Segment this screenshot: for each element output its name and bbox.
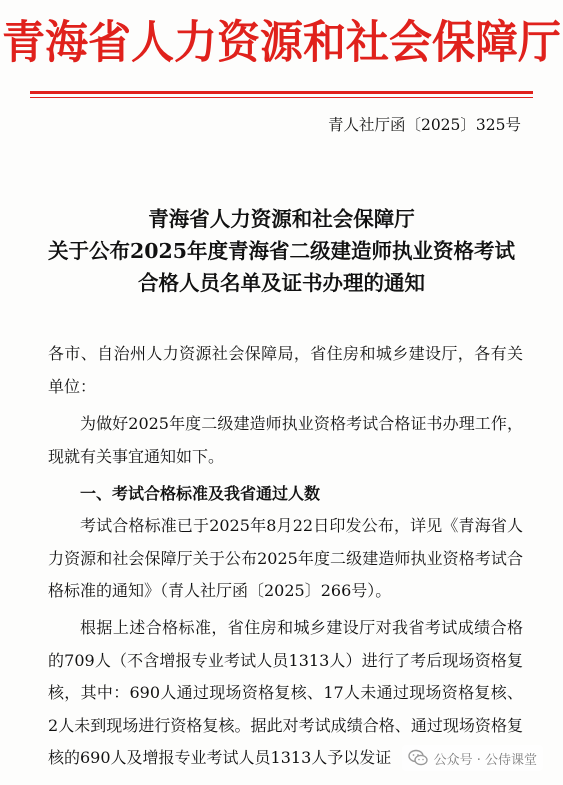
intro-paragraph: 为做好2025年度二级建造师执业资格考试合格证书办理工作，现就有关事宜通知如下。 — [48, 414, 523, 466]
notice-title-line-3: 合格人员名单及证书办理的通知 — [138, 271, 425, 295]
letterhead-title: 青海省人力资源和社会保障厅 — [2, 16, 561, 70]
notice-title-line-2: 关于公布2025年度青海省二级建造师执业资格考试 — [47, 239, 516, 263]
review-paragraph: 根据上述合格标准，省住房和城乡建设厅对我省考试成绩合格的709人（不含增报专业考试人员1313人）进行了考后现场资格复核，其中：690人通过现场资格复核、17人未通过现场资格复核、2人未到现场进行资格复核。据此对考试成绩合格、通过现场资格复核的690人及增报专业考试人员1313人予以发证 — [48, 618, 523, 767]
wechat-icon — [408, 749, 428, 767]
addressee-paragraph: 各市、自治州人力资源社会保障局，省住房和城乡建设厅，各有关单位： — [48, 344, 523, 396]
notice-title-line-1: 青海省人力资源和社会保障厅 — [148, 207, 415, 231]
wechat-watermark — [402, 745, 543, 771]
letterhead-red-rule-thick — [30, 91, 533, 94]
watermark-text: 公众号 · 公侍课堂 — [433, 752, 537, 768]
document-number: 青人社厅函〔2025〕325号 — [327, 116, 521, 134]
section-1-heading: 一、考试合格标准及我省通过人数 — [80, 484, 321, 503]
letterhead-red-rule-thin — [30, 97, 533, 98]
standard-paragraph: 考试合格标准已于2025年8月22日印发公布，详见《青海省人力资源和社会保障厅关于公布2025年度二级建造师执业资格考试合格标准的通知》（青人社厅函〔2025〕266号）。 — [48, 516, 523, 600]
